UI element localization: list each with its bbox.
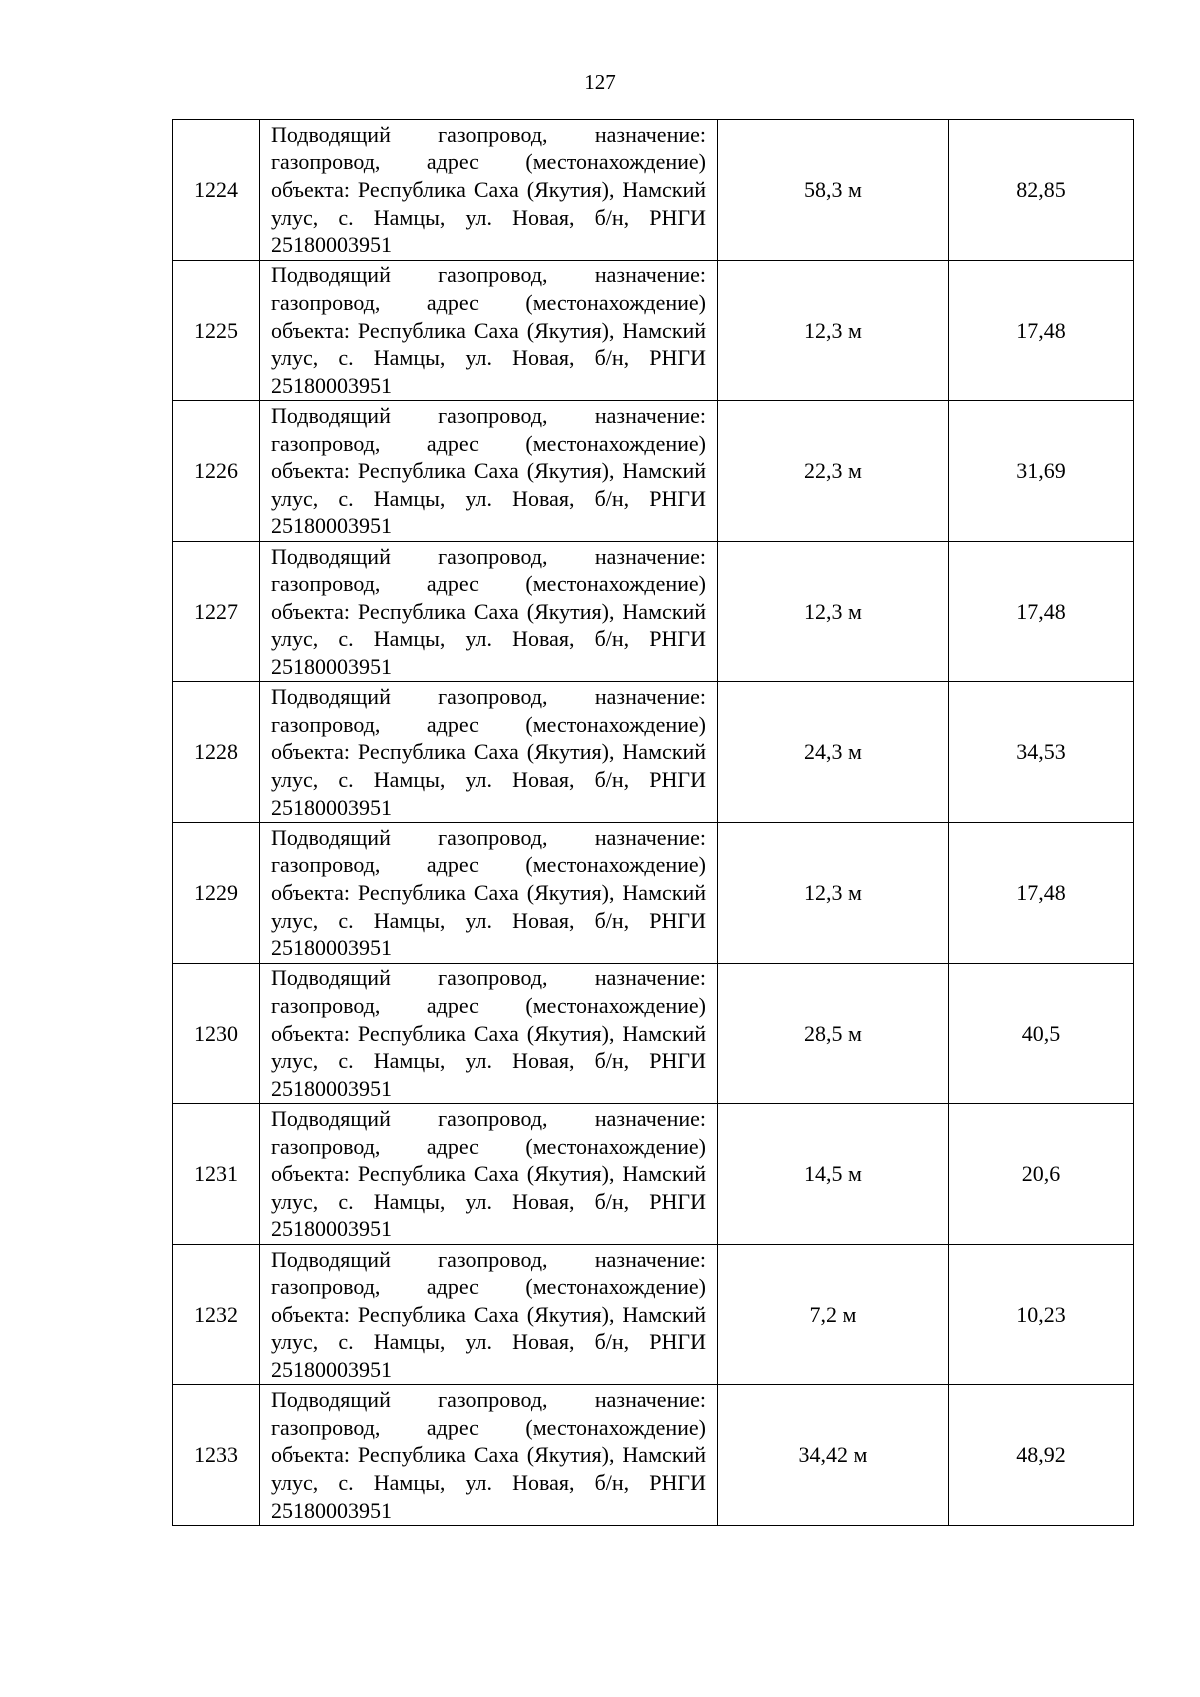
object-length: 14,5 м [718, 1104, 949, 1245]
object-description: Подводящий газопровод, назначение: газопровод, адрес (местонахождение) объекта: Республика Саха (Якутия), Намский улус, с. Намцы, ул. Новая, б/н, РНГИ 25180003951 [260, 682, 718, 823]
table-row [173, 541, 1134, 682]
row-number: 1232 [173, 1244, 260, 1385]
row-number: 1229 [173, 822, 260, 963]
object-value: 48,92 [949, 1385, 1134, 1526]
object-description: Подводящий газопровод, назначение: газопровод, адрес (местонахождение) объекта: Республика Саха (Якутия), Намский улус, с. Намцы, ул. Новая, б/н, РНГИ 25180003951 [260, 260, 718, 401]
row-number: 1230 [173, 963, 260, 1104]
table-row [173, 260, 1134, 401]
row-number: 1224 [173, 120, 260, 261]
object-length: 12,3 м [718, 541, 949, 682]
object-description: Подводящий газопровод, назначение: газопровод, адрес (местонахождение) объекта: Республика Саха (Якутия), Намский улус, с. Намцы, ул. Новая, б/н, РНГИ 25180003951 [260, 963, 718, 1104]
property-table-body [173, 120, 1134, 1526]
object-value: 17,48 [949, 541, 1134, 682]
object-value: 31,69 [949, 401, 1134, 542]
object-length: 12,3 м [718, 822, 949, 963]
object-description: Подводящий газопровод, назначение: газопровод, адрес (местонахождение) объекта: Республика Саха (Якутия), Намский улус, с. Намцы, ул. Новая, б/н, РНГИ 25180003951 [260, 120, 718, 261]
object-value: 82,85 [949, 120, 1134, 261]
row-number: 1226 [173, 401, 260, 542]
object-length: 24,3 м [718, 682, 949, 823]
table-row [173, 401, 1134, 542]
object-length: 12,3 м [718, 260, 949, 401]
table-row [173, 1104, 1134, 1245]
table-row [173, 963, 1134, 1104]
object-value: 10,23 [949, 1244, 1134, 1385]
object-length: 7,2 м [718, 1244, 949, 1385]
object-length: 58,3 м [718, 120, 949, 261]
row-number: 1231 [173, 1104, 260, 1245]
table-row [173, 682, 1134, 823]
row-number: 1233 [173, 1385, 260, 1526]
table-row [173, 1244, 1134, 1385]
page-number: 127 [584, 70, 616, 94]
object-description: Подводящий газопровод, назначение: газопровод, адрес (местонахождение) объекта: Республика Саха (Якутия), Намский улус, с. Намцы, ул. Новая, б/н, РНГИ 25180003951 [260, 541, 718, 682]
object-length: 28,5 м [718, 963, 949, 1104]
table-row [173, 120, 1134, 261]
table-row [173, 822, 1134, 963]
object-description: Подводящий газопровод, назначение: газопровод, адрес (местонахождение) объекта: Республика Саха (Якутия), Намский улус, с. Намцы, ул. Новая, б/н, РНГИ 25180003951 [260, 401, 718, 542]
row-number: 1228 [173, 682, 260, 823]
object-length: 34,42 м [718, 1385, 949, 1526]
object-description: Подводящий газопровод, назначение: газопровод, адрес (местонахождение) объекта: Республика Саха (Якутия), Намский улус, с. Намцы, ул. Новая, б/н, РНГИ 25180003951 [260, 1385, 718, 1526]
table-row [173, 1385, 1134, 1526]
object-value: 17,48 [949, 822, 1134, 963]
property-table [172, 119, 1134, 1526]
row-number: 1227 [173, 541, 260, 682]
object-value: 34,53 [949, 682, 1134, 823]
object-length: 22,3 м [718, 401, 949, 542]
object-description: Подводящий газопровод, назначение: газопровод, адрес (местонахождение) объекта: Республика Саха (Якутия), Намский улус, с. Намцы, ул. Новая, б/н, РНГИ 25180003951 [260, 1244, 718, 1385]
object-description: Подводящий газопровод, назначение: газопровод, адрес (местонахождение) объекта: Республика Саха (Якутия), Намский улус, с. Намцы, ул. Новая, б/н, РНГИ 25180003951 [260, 822, 718, 963]
object-value: 40,5 [949, 963, 1134, 1104]
object-description: Подводящий газопровод, назначение: газопровод, адрес (местонахождение) объекта: Республика Саха (Якутия), Намский улус, с. Намцы, ул. Новая, б/н, РНГИ 25180003951 [260, 1104, 718, 1245]
object-value: 20,6 [949, 1104, 1134, 1245]
row-number: 1225 [173, 260, 260, 401]
object-value: 17,48 [949, 260, 1134, 401]
